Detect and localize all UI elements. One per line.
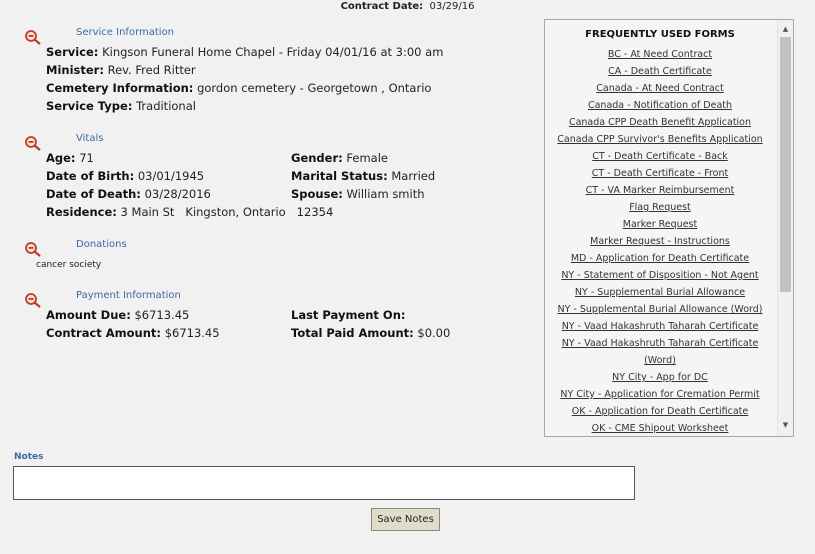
dob-value: 03/01/1945 (137, 169, 205, 183)
minister-row (46, 63, 196, 77)
section-title: Service Information (76, 27, 175, 38)
contract-amount-row (46, 326, 220, 340)
form-link[interactable]: Flag Request (629, 202, 691, 213)
dod-label: Date of Death: (46, 187, 141, 201)
amount-due-row (46, 308, 189, 322)
forms-list (545, 46, 775, 437)
marital-value: Married (391, 169, 436, 183)
form-link[interactable]: Canada CPP Survivor's Benefits Application (557, 134, 763, 145)
service-value: Kingson Funeral Home Chapel - Friday 04/01/16 at 3:00 am (102, 45, 444, 59)
magnifier-icon (24, 135, 42, 151)
form-link[interactable]: CT - VA Marker Reimbursement (585, 185, 735, 196)
form-link[interactable]: Marker Request - Instructions (590, 236, 730, 247)
last-payment-label: Last Payment On: (291, 308, 406, 322)
spouse-value: William smith (346, 187, 425, 201)
marital-row (291, 169, 435, 183)
total-paid-value: $0.00 (417, 326, 451, 340)
form-link[interactable]: BC - At Need Contract (607, 49, 713, 60)
form-link[interactable]: OK - CME Shipout Worksheet (591, 423, 729, 434)
form-link[interactable]: NY - Supplemental Burial Allowance (Word) (557, 304, 763, 315)
age-value: 71 (79, 151, 94, 165)
notes-label: Notes (14, 452, 44, 462)
form-link[interactable]: CT - Death Certificate - Front (591, 168, 729, 179)
dod-value: 03/28/2016 (144, 187, 211, 201)
minister-value: Rev. Fred Ritter (107, 63, 196, 77)
section-title: Donations (76, 239, 127, 250)
service-label: Service: (46, 45, 99, 59)
contract-amount-value: $6713.45 (164, 326, 220, 340)
contract-amount-label: Contract Amount: (46, 326, 162, 340)
residence-value: 3 Main St Kingston, Ontario 12354 (120, 205, 334, 219)
last-payment-row (291, 308, 406, 322)
gender-label: Gender: (291, 151, 343, 165)
magnifier-icon (24, 292, 42, 308)
form-link[interactable]: Marker Request (622, 219, 698, 230)
gender-value: Female (346, 151, 388, 165)
spouse-label: Spouse: (291, 187, 343, 201)
service-type-value: Traditional (136, 99, 196, 113)
service-row (46, 45, 443, 59)
dob-row (46, 169, 204, 183)
contract-date (0, 1, 815, 12)
cemetery-value: gordon cemetery - Georgetown , Ontario (197, 81, 432, 95)
residence-row (46, 205, 333, 219)
cemetery-row (46, 81, 431, 95)
service-type-label: Service Type: (46, 99, 133, 113)
marital-label: Marital Status: (291, 169, 388, 183)
form-link[interactable]: CA - Death Certificate (608, 66, 712, 77)
section-title: Payment Information (76, 290, 181, 301)
forms-panel-title: FREQUENTLY USED FORMS (585, 29, 735, 40)
amount-due-label: Amount Due: (46, 308, 131, 322)
forms-scrollbar[interactable] (777, 20, 793, 436)
service-type-row (46, 99, 196, 113)
magnifier-icon (24, 29, 42, 45)
frequently-used-forms-panel[interactable] (544, 19, 794, 437)
form-link[interactable]: Canada CPP Death Benefit Application (568, 117, 752, 128)
donations-value: cancer society (36, 260, 102, 270)
form-link[interactable]: NY - Supplemental Burial Allowance (574, 287, 746, 298)
total-paid-row (291, 326, 450, 340)
notes-input[interactable] (13, 466, 635, 500)
arrow-down-icon[interactable]: ▼ (782, 421, 789, 429)
form-link[interactable]: OK - Application for Death Certificate (571, 406, 749, 417)
save-notes-button[interactable]: Save Notes (371, 508, 440, 531)
form-link[interactable]: NY City - Application for Cremation Permit (560, 389, 760, 400)
dod-row (46, 187, 211, 201)
minister-label: Minister: (46, 63, 104, 77)
age-row (46, 151, 94, 165)
form-link[interactable]: NY - Statement of Disposition - Not Agent (561, 270, 759, 281)
contract-date-value: 03/29/16 (429, 1, 475, 12)
form-link[interactable]: Canada - Notification of Death (587, 100, 733, 111)
contract-date-label: Contract Date: (340, 1, 424, 12)
spouse-row (291, 187, 425, 201)
scrollbar-thumb[interactable] (780, 37, 791, 292)
form-link[interactable]: (Word) (644, 355, 676, 366)
form-link[interactable]: NY - Vaad Hakashruth Taharah Certificate (561, 321, 759, 332)
gender-row (291, 151, 388, 165)
section-title: Vitals (76, 133, 104, 144)
magnifier-icon (24, 241, 42, 257)
form-link[interactable]: CT - Death Certificate - Back (592, 151, 728, 162)
amount-due-value: $6713.45 (134, 308, 190, 322)
cemetery-label: Cemetery Information: (46, 81, 194, 95)
arrow-up-icon[interactable]: ▲ (782, 25, 789, 33)
residence-label: Residence: (46, 205, 117, 219)
form-link[interactable]: Canada - At Need Contract (596, 83, 724, 94)
form-link[interactable]: MD - Application for Death Certificate (570, 253, 750, 264)
dob-label: Date of Birth: (46, 169, 135, 183)
form-link[interactable]: NY City - App for DC (612, 372, 708, 383)
age-label: Age: (46, 151, 76, 165)
form-link[interactable]: NY - Vaad Hakashruth Taharah Certificate (561, 338, 759, 349)
total-paid-label: Total Paid Amount: (291, 326, 414, 340)
